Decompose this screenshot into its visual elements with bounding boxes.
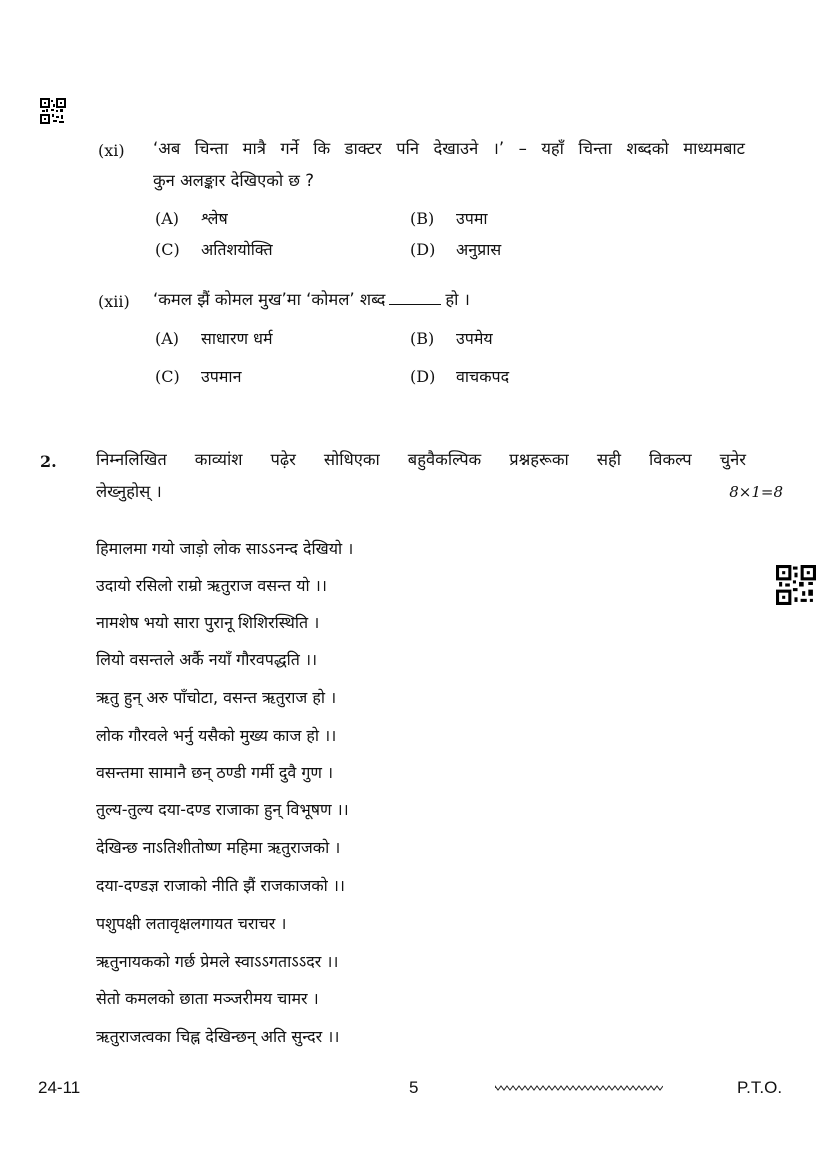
poem-line: उदायो रसिलो राम्रो ऋतुराज वसन्त यो ।।: [96, 576, 327, 595]
question-xi-text-line2: कुन अलङ्कार देखिएको छ ?: [153, 171, 314, 190]
answer-blank: [389, 290, 441, 305]
option-xi-a: [155, 207, 228, 229]
poem-line: लियो वसन्तले अर्कै नयाँ गौरवपद्धति ।।: [96, 650, 318, 669]
option-label: (C): [155, 240, 180, 259]
paper-code: 24-11: [38, 1078, 81, 1097]
option-text: श्लेष: [201, 209, 228, 228]
qr-code-icon: [40, 98, 66, 124]
question-xii-text-before: ‘कमल झैं कोमल मुख’मा ‘कोमल’ शब्द: [153, 290, 386, 309]
poem-line: ऋतु हुन् अरु पाँचोटा, वसन्त ऋतुराज हो ।: [96, 688, 337, 707]
question-xii-text-after: हो ।: [445, 290, 470, 309]
option-text: अतिशयोक्ति: [201, 240, 273, 259]
option-label: (D): [410, 240, 436, 259]
option-label: (A): [155, 209, 180, 228]
option-text: वाचकपद: [456, 367, 510, 386]
poem-line: पशुपक्षी लतावृक्षलगायत चराचर ।: [96, 914, 287, 933]
question-number-2: 2.: [40, 452, 57, 471]
option-text: साधारण धर्म: [201, 329, 273, 348]
option-text: उपमा: [456, 209, 488, 228]
poem-line: नामशेष भयो सारा पुरानू शिशिरस्थिति ।: [96, 613, 320, 632]
question-number-xi: (xi): [98, 141, 125, 160]
option-label: (B): [410, 329, 435, 348]
page-number: 5: [409, 1078, 419, 1097]
option-xii-b: [410, 327, 493, 349]
option-text: उपमेय: [456, 329, 493, 348]
poem-line: हिमालमा गयो जाड़ो लोक साऽऽनन्द देखियो ।: [96, 539, 354, 558]
question-xii-text: [153, 285, 470, 315]
option-xii-c: [155, 365, 241, 387]
poem-line: तुल्य-तुल्य दया-दण्ड राजाका हुन् विभूषण ।।: [96, 800, 349, 819]
marks-allocation: 8×1=8: [729, 483, 783, 501]
poem-line: देखिन्छ नाऽतिशीतोष्ण महिमा ऋतुराजको ।: [96, 838, 341, 857]
option-label: (B): [410, 209, 435, 228]
question-2-text-line1: निम्नलिखित काव्यांश पढ़ेर सोधिएका बहुवैकल्पिक प्रश्नहरूका सही विकल्प चुनेर: [96, 450, 746, 469]
wavy-line-decoration: [495, 1083, 663, 1093]
pto-label: P.T.O.: [737, 1078, 783, 1097]
question-2-text-line2: लेख्नुहोस् ।: [96, 482, 162, 501]
question-number-xii: (xii): [98, 292, 130, 311]
poem-line: ऋतुराजत्वका चिह्न देखिन्छन् अति सुन्दर ।।: [96, 1027, 340, 1046]
poem-line: दया-दण्डज्ञ राजाको नीति झैं राजकाजको ।।: [96, 876, 345, 895]
poem-line: वसन्तमा सामानै छन् ठण्डी गर्मी दुवै गुण ।: [96, 763, 334, 782]
poem-line: लोक गौरवले भर्नु यसैको मुख्य काज हो ।।: [96, 726, 337, 745]
option-label: (A): [155, 329, 180, 348]
option-label: (C): [155, 367, 180, 386]
option-xi-b: [410, 207, 488, 229]
qr-code-icon: [776, 565, 816, 605]
option-xii-a: [155, 327, 273, 349]
option-text: अनुप्रास: [456, 240, 502, 259]
option-xi-d: [410, 238, 501, 260]
option-xii-d: [410, 365, 509, 387]
option-xi-c: [155, 238, 273, 260]
poem-line: ऋतुनायकको गर्छ प्रेमले स्वाऽऽगताऽऽदर ।।: [96, 952, 339, 971]
option-label: (D): [410, 367, 436, 386]
poem-line: सेतो कमलको छाता मञ्जरीमय चामर ।: [96, 989, 319, 1008]
option-text: उपमान: [201, 367, 242, 386]
question-xi-text-line1: ‘अब चिन्ता मात्रै गर्ने कि डाक्टर पनि देखाउने ।’ – यहाँ चिन्ता शब्दको माध्यमबाट: [153, 139, 745, 158]
